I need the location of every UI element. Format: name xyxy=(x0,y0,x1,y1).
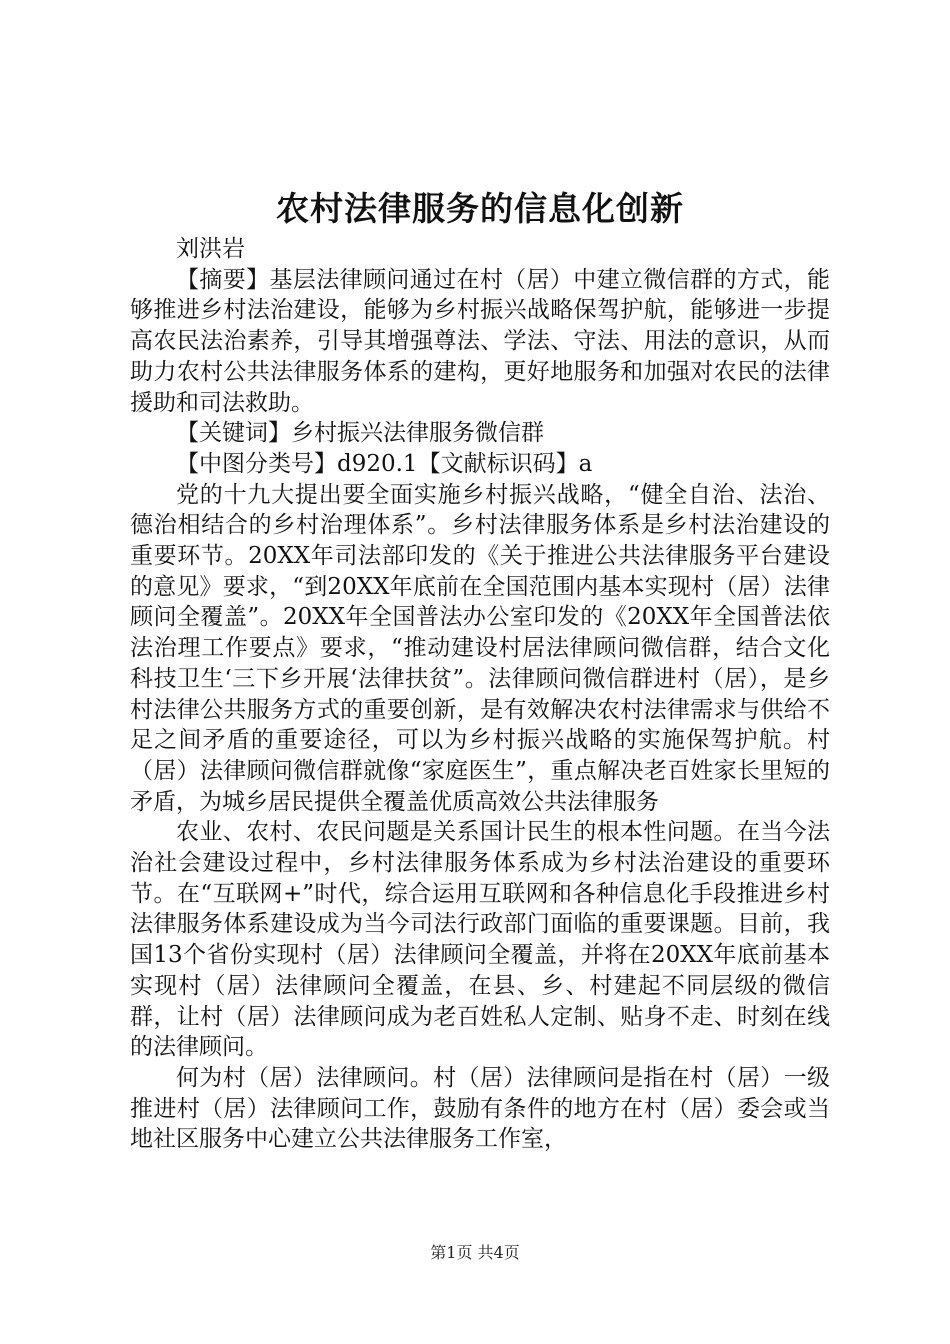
abstract-paragraph: 【摘要】基层法律顾问通过在村（居）中建立微信群的方式，能够推进乡村法治建设，能够为乡村振兴战略保驾护航，能够进一步提高农民法治素养，引导其增强尊法、学法、守法、用法的意识，从而助力农村公共法律服务体系的建构，更好地服务和加强对农民的法律援助和司法救助。 xyxy=(130,266,830,416)
body-paragraph: 党的十九大提出要全面实施乡村振兴战略，“健全自治、法治、德治相结合的乡村治理体系”。乡村法律服务体系是乡村法治建设的重要环节。20XX年司法部印发的《关于推进公共法律服务平台建设的意见》要求，“到20XX年底前在全国范围内基本实现村（居）法律顾问全覆盖”。20XX年全国普法办公室印发的《20XX年全国普法依法治理工作要点》要求，“推动建设村居法律顾问微信群，结合文化科技卫生‘三下乡开展‘法律扶贫”。法律顾问微信群进村（居），是乡村法律公共服务方式的重要创新，是有效解决农村法律需求与供给不足之间矛盾的重要途径，可以为乡村振兴战略的实施保驾护航。村（居）法律顾问微信群就像“家庭医生”，重点解决老百姓家长里短的矛盾，为城乡居民提供全覆盖优质高效公共法律服务 xyxy=(130,481,830,815)
body-paragraph: 农业、农村、农民问题是关系国计民生的根本性问题。在当今法治社会建设过程中，乡村法律服务体系成为乡村法治建设的重要环节。在“互联网+”时代，综合运用互联网和各种信息化手段推进乡村法律服务体系建设成为当今司法行政部门面临的重要课题。目前，我国13个省份实现村（居）法律顾问全覆盖，并将在20XX年底前基本实现村（居）法律顾问全覆盖，在县、乡、村建起不同层级的微信群，让村（居）法律顾问成为老百姓私人定制、贴身不走、时刻在线的法律顾问。 xyxy=(130,819,830,1061)
author-name: 刘洪岩 xyxy=(176,236,245,262)
document-body xyxy=(130,234,830,1155)
classification-paragraph: 【中图分类号】d920.1【文献标识码】a xyxy=(176,450,593,477)
document-title: 农村法律服务的信息化创新 xyxy=(276,189,684,228)
body-paragraph: 何为村（居）法律顾问。村（居）法律顾问是指在村（居）一级推进村（居）法律顾问工作，鼓励有条件的地方在村（居）委会或当地社区服务中心建立公共法律服务工作室， xyxy=(130,1064,830,1153)
page-footer: 第1页 共4页 xyxy=(430,1243,520,1262)
keywords-paragraph: 【关键词】乡村振兴法律服务微信群 xyxy=(176,420,544,447)
